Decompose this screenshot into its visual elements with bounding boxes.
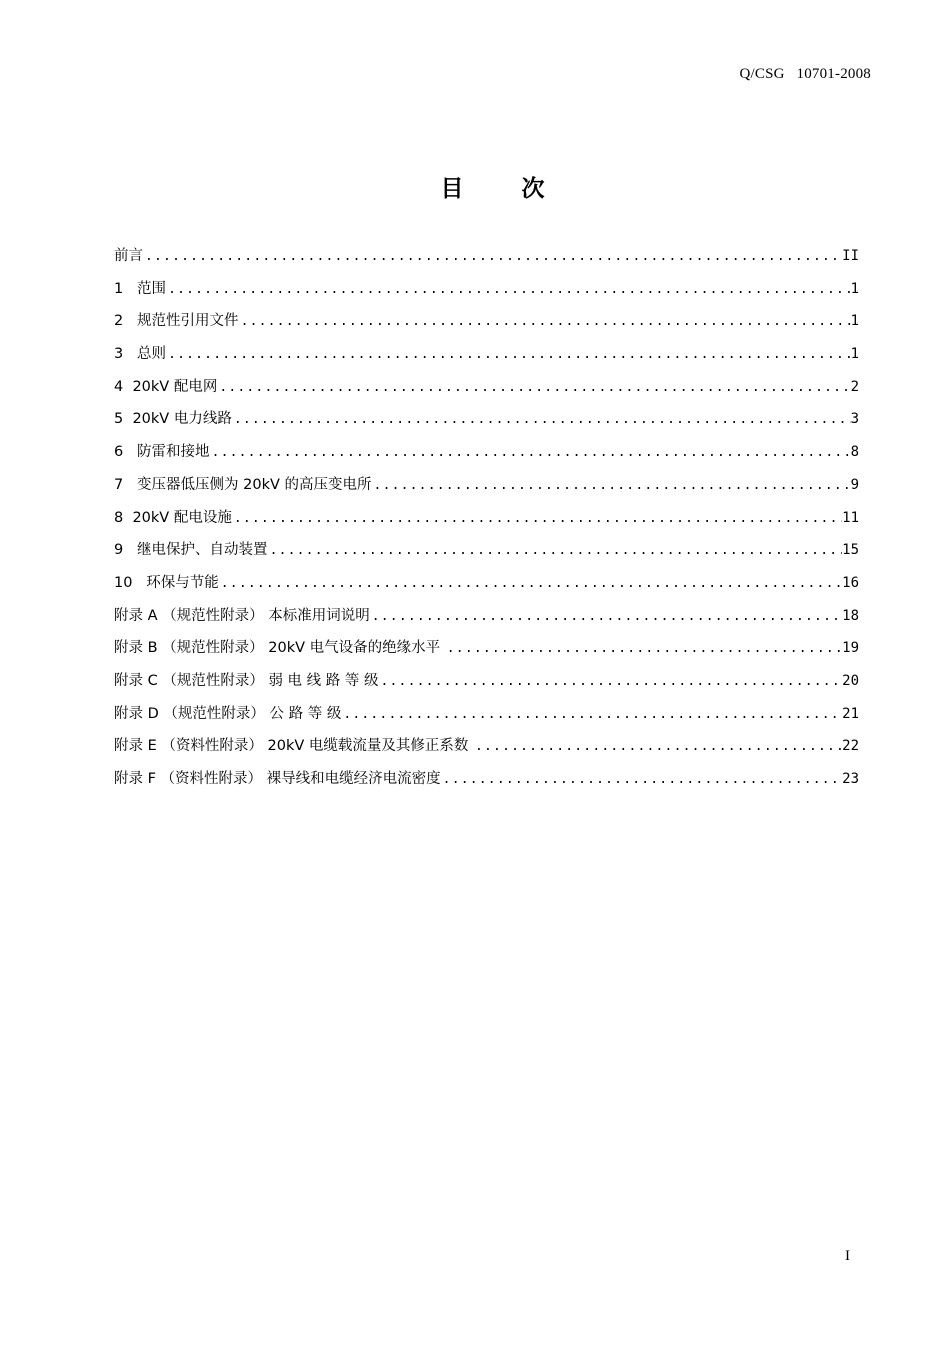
toc-entry-general[interactable]	[114, 338, 859, 371]
toc-entry-page: 19	[842, 640, 859, 657]
toc-entry-substation[interactable]	[114, 469, 859, 502]
toc-dot-leader	[232, 503, 842, 535]
toc-entry-appendix-a[interactable]	[114, 600, 859, 633]
toc-entry-lightning-grounding[interactable]	[114, 436, 859, 469]
toc-entry-label: 1 范围	[114, 280, 167, 297]
toc-entry-page: 22	[842, 738, 859, 755]
toc-entry-page: 1	[850, 313, 859, 330]
toc-entry-label: 附录 F （资料性附录） 裸导线和电缆经济电流密度	[114, 771, 441, 787]
toc-entry-scope[interactable]	[114, 273, 859, 306]
toc-dot-leader	[473, 731, 842, 763]
toc-entry-distribution-network[interactable]	[114, 371, 859, 404]
toc-entry-page: 20	[842, 672, 859, 689]
toc-entry-label: 6 防雷和接地	[114, 444, 210, 461]
toc-entry-label: 2 规范性引用文件	[114, 313, 239, 330]
toc-entry-page: 15	[842, 542, 859, 559]
toc-entry-label: 附录 E （资料性附录） 20kV 电缆载流量及其修正系数	[114, 738, 473, 755]
toc-entry-label: 7 变压器低压侧为 20kV 的高压变电所	[114, 476, 372, 493]
toc-entry-label: 5 20kV 电力线路	[114, 411, 232, 428]
toc-entry-power-lines[interactable]	[114, 403, 859, 436]
toc-dot-leader	[372, 470, 851, 502]
toc-entry-foreword[interactable]	[114, 240, 859, 273]
toc-entry-page: 21	[842, 705, 859, 722]
toc-entry-appendix-d[interactable]	[114, 698, 859, 731]
toc-entry-page: 11	[842, 509, 859, 526]
toc-dot-leader	[217, 372, 850, 404]
page-number: I	[845, 1248, 850, 1264]
toc-entry-page: 18	[842, 607, 859, 624]
toc-entry-normative-references[interactable]	[114, 305, 859, 338]
toc-entry-label: 前言	[114, 248, 143, 264]
toc-entry-page: 9	[850, 476, 859, 493]
toc-dot-leader	[445, 633, 842, 665]
toc-entry-page: 16	[842, 574, 859, 591]
toc-entry-distribution-facilities[interactable]	[114, 502, 859, 535]
toc-entry-page: 1	[850, 346, 859, 363]
toc-entry-label: 3 总则	[114, 346, 167, 363]
toc-entry-relay-protection[interactable]	[114, 534, 859, 567]
toc-entry-label: 10 环保与节能	[114, 574, 219, 591]
toc-dot-leader	[341, 699, 842, 731]
page-title: 目 次	[440, 176, 545, 202]
toc-entry-appendix-b[interactable]	[114, 632, 859, 665]
toc-dot-leader	[210, 437, 851, 469]
toc-entry-page: 1	[850, 280, 859, 297]
toc-entry-appendix-c[interactable]	[114, 665, 859, 698]
toc-dot-leader	[379, 666, 843, 698]
toc-dot-leader	[441, 764, 842, 796]
toc-entry-page: 3	[850, 411, 859, 428]
toc-entry-label: 8 20kV 配电设施	[114, 509, 232, 526]
toc-dot-leader	[268, 535, 843, 567]
toc-entry-label: 附录 A （规范性附录） 本标准用词说明	[114, 607, 370, 624]
toc-entry-appendix-e[interactable]	[114, 730, 859, 763]
toc-dot-leader	[370, 601, 842, 633]
toc-entry-page: 2	[850, 378, 859, 395]
toc-entry-label: 4 20kV 配电网	[114, 378, 218, 395]
toc-dot-leader	[143, 241, 842, 273]
toc-entry-appendix-f[interactable]	[114, 763, 859, 796]
toc-dot-leader	[219, 568, 842, 600]
toc-dot-leader	[232, 404, 851, 436]
toc-entry-page: 23	[842, 771, 859, 787]
toc-entry-label: 附录 C （规范性附录） 弱 电 线 路 等 级	[114, 672, 379, 689]
table-of-contents	[114, 240, 859, 796]
toc-entry-label: 附录 D （规范性附录） 公 路 等 级	[114, 705, 342, 722]
toc-dot-leader	[166, 274, 851, 306]
toc-entry-page: 8	[850, 444, 859, 461]
toc-entry-label: 9 继电保护、自动装置	[114, 542, 268, 559]
toc-entry-page: II	[842, 248, 859, 264]
toc-entry-environment-energy[interactable]	[114, 567, 859, 600]
document-code: Q/CSG 10701-2008	[739, 66, 871, 82]
toc-dot-leader	[166, 339, 851, 371]
toc-dot-leader	[239, 306, 851, 338]
toc-entry-label: 附录 B （规范性附录） 20kV 电气设备的绝缘水平	[114, 640, 445, 657]
